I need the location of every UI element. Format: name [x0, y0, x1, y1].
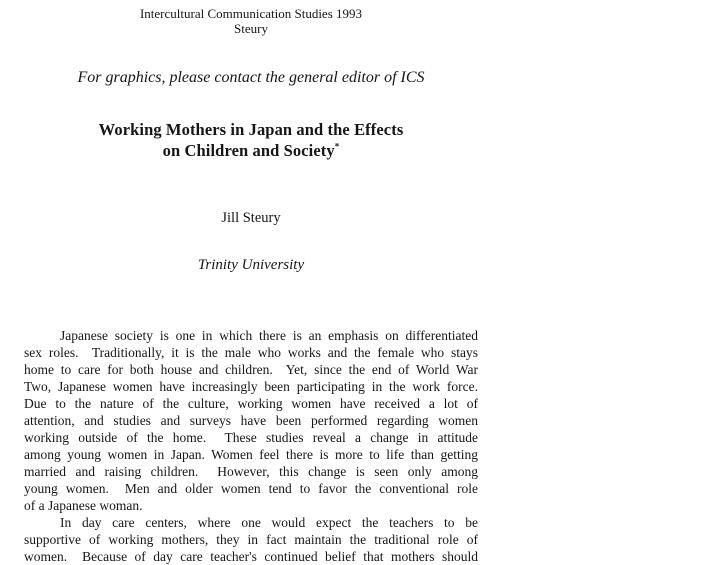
- body-line: supportive of working mothers, they in fact maintain the traditional role of: [24, 532, 478, 547]
- body-line: In day care centers, where one would expect the teachers to be: [60, 515, 478, 530]
- body-line: working outside of the home. These studies reveal a change in attitude: [24, 430, 478, 445]
- affiliation: Trinity University: [197, 257, 305, 273]
- body-line: married and raising children. However, this change is seen only among: [24, 464, 478, 479]
- paragraph: [24, 327, 478, 514]
- body-line: attention, and studies and surveys have been performed regarding women: [24, 413, 478, 428]
- body-line: home to care for both house and children. Yet, since the end of World War: [24, 362, 478, 377]
- body-line: women. Because of day care teacher's continued belief that mothers should: [24, 549, 478, 564]
- body-line: young women. Men and older women tend to favor the conventional role: [24, 481, 478, 496]
- body-line: Due to the nature of the culture, working women have received a lot of: [24, 396, 478, 411]
- author-name: Jill Steury: [221, 210, 281, 226]
- running-head: [24, 6, 478, 36]
- title-line-1: Working Mothers in Japan and the Effects: [98, 120, 404, 139]
- running-head-journal: Intercultural Communication Studies 1993: [139, 6, 363, 21]
- title-footnote-marker: *: [334, 141, 340, 151]
- body-text: [24, 327, 478, 565]
- paragraph: [24, 514, 478, 565]
- body-line: sex roles. Traditionally, it is the male who works and the female who stays: [24, 345, 478, 360]
- running-head-author: Steury: [234, 21, 268, 36]
- title-line-2: on Children and Society*: [162, 140, 340, 160]
- body-line: Japanese society is one in which there is an emphasis on differentiated: [60, 328, 478, 343]
- body-line: among young women in Japan. Women feel there is more to life than getting: [24, 447, 478, 462]
- paper-title: [24, 120, 478, 161]
- body-line: Two, Japanese women have increasingly been participating in the work force.: [24, 379, 478, 394]
- contact-note: For graphics, please contact the general editor of ICS: [77, 69, 425, 86]
- body-line: of a Japanese woman.: [24, 498, 143, 513]
